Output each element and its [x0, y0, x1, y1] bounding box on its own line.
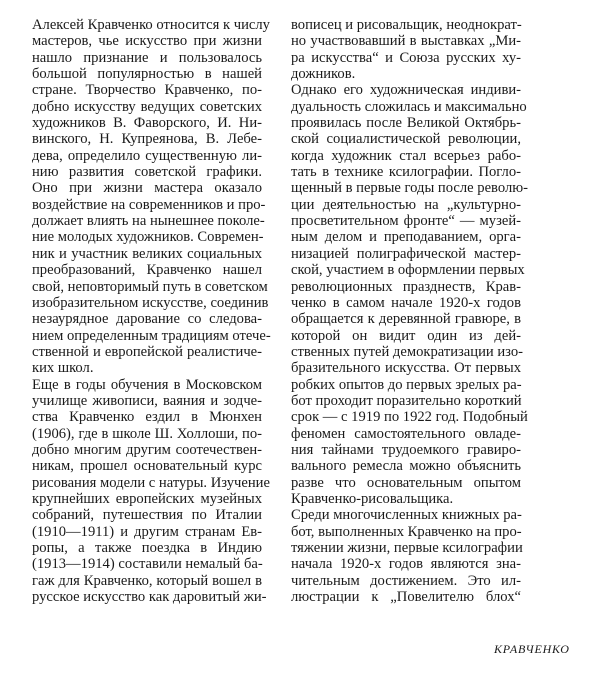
text-line: вального ремесла можно объяснить: [291, 458, 521, 475]
text-line: Однако его художническая индиви-: [291, 82, 521, 99]
text-line: дева, определило существенную ли-: [32, 147, 262, 164]
running-footer: КРАВЧЕНКО: [494, 642, 570, 656]
text-line: начала 1920-х годов являются зна-: [291, 556, 521, 573]
text-line: собраний, путешествия по Италии: [32, 507, 262, 524]
text-line: (1910—1911) и другим странам Ев-: [32, 523, 262, 540]
text-line: щенный в первые годы после револю-: [291, 180, 528, 197]
text-line: которой он видит один из дей-: [291, 327, 521, 344]
text-line: бот, выполненных Кравченко на про-: [291, 523, 522, 540]
text-line: обращается к деревянной гравюре, в: [291, 311, 521, 328]
text-line: гаж для Кравченко, который вошел в: [32, 572, 262, 589]
text-line: ственной и европейской реалистиче-: [32, 343, 262, 360]
text-line: крупнейших европейских музейных: [32, 490, 262, 507]
text-line: бразительного искусства. От первых: [291, 360, 521, 377]
text-line: незаурядное дарование со следова-: [32, 311, 262, 328]
text-line: разве что основательным опытом: [291, 474, 521, 491]
text-line: срок — с 1919 по 1922 год. Подобный: [291, 409, 528, 426]
text-line: ской социалистической революции,: [291, 131, 521, 148]
text-line: ственных путей демократизации изо-: [291, 343, 524, 360]
text-line: рисования модели с натуры. Изучение: [32, 474, 270, 491]
text-line: бот проходит поразительно короткий: [291, 392, 522, 409]
text-line: свой, неповторимый путь в советском: [32, 278, 268, 295]
text-line: ции деятельностью на „культурно-: [291, 196, 521, 213]
text-line: ства Кравченко ездил в Мюнхен: [32, 409, 262, 426]
text-line: добно многим другим соотечествен-: [32, 441, 262, 458]
text-line: ропы, а также поездка в Индию: [32, 540, 262, 556]
text-line: Еще в годы обучения в Московском: [32, 376, 262, 393]
text-line: Оно при жизни мастера оказало: [32, 180, 262, 197]
text-line: должает влиять на нынешнее поколе-: [32, 213, 265, 230]
text-line: большой популярностью в нашей: [32, 66, 262, 83]
text-line: изобразительном искусстве, соединив: [32, 294, 269, 311]
text-line: Алексей Кравченко относится к числу: [32, 17, 270, 33]
text-line: феномен самостоятельного овладе-: [291, 425, 521, 442]
text-line: дожников.: [291, 66, 356, 83]
text-line: винского, Н. Купреянова, В. Лебе-: [32, 131, 262, 148]
text-line: мастеров, чье искусство при жизни: [32, 33, 262, 50]
text-line: просветительном фронте“ — музей-: [291, 213, 521, 230]
text-line: училище живописи, ваяния и зодче-: [32, 392, 262, 409]
text-line: стране. Творчество Кравченко, по-: [32, 82, 262, 99]
text-line: ным делом и преподаванием, орга-: [291, 229, 521, 246]
text-line: но участвовавший в выставках „Ми-: [291, 33, 521, 50]
text-line: ник и участник великих социальных: [32, 245, 262, 262]
text-line: нашло признание и пользовалось: [32, 49, 262, 66]
text-line: чительным достижением. Это ил-: [291, 572, 521, 589]
text-line: никам, прошел основательный курс: [32, 458, 262, 475]
text-line: ние молодых художников. Современ-: [32, 229, 264, 246]
text-line: Кравченко-рисовальщика.: [291, 490, 454, 507]
text-line: русское искусство как даровитый жи-: [32, 589, 267, 606]
text-line: вописец и рисовальщик, неоднократ-: [291, 17, 522, 33]
text-line: Среди многочисленных книжных ра-: [291, 507, 522, 524]
text-line: воздействие на современников и про-: [32, 196, 266, 213]
text-line: преобразований, Кравченко нашел: [32, 262, 262, 279]
text-line: нию развития советской графики.: [32, 164, 262, 181]
left-text-column: [32, 17, 271, 606]
text-line: (1906), где в школе Ш. Холлоши, по-: [32, 425, 262, 442]
text-line: робких опытов до первых зрелых ра-: [291, 376, 522, 393]
text-line: проявилась после Великой Октябрь-: [291, 115, 521, 132]
text-line: люстрации к „Повелителю блох“: [291, 589, 521, 606]
text-line: тяжении жизни, первые ксилографии: [291, 540, 523, 556]
text-line: когда художник стал всерьез рабо-: [291, 147, 521, 164]
right-text-column: [291, 17, 528, 606]
text-line: ких школ.: [32, 360, 94, 377]
text-line: революционных празднеств, Крав-: [291, 278, 521, 295]
text-line: нием определенным традициям отече-: [32, 327, 271, 344]
text-line: ния тайнами трудоемкого гравиро-: [291, 441, 521, 458]
text-line: (1913—1914) составили немалый ба-: [32, 556, 263, 573]
text-line: ской, участием в оформлении первых: [291, 262, 525, 279]
text-line: добно искусству ведущих советских: [32, 98, 262, 115]
text-line: ра искусства“ и Союза русских ху-: [291, 49, 521, 66]
text-line: ченко в самом начале 1920-х годов: [291, 294, 521, 311]
text-line: дуальность сложилась и максимально: [291, 98, 527, 115]
text-line: тать в технике ксилографии. Погло-: [291, 164, 521, 181]
text-line: художников В. Фаворского, И. Ни-: [32, 115, 262, 132]
text-line: низацией полиграфической мастер-: [291, 245, 521, 262]
